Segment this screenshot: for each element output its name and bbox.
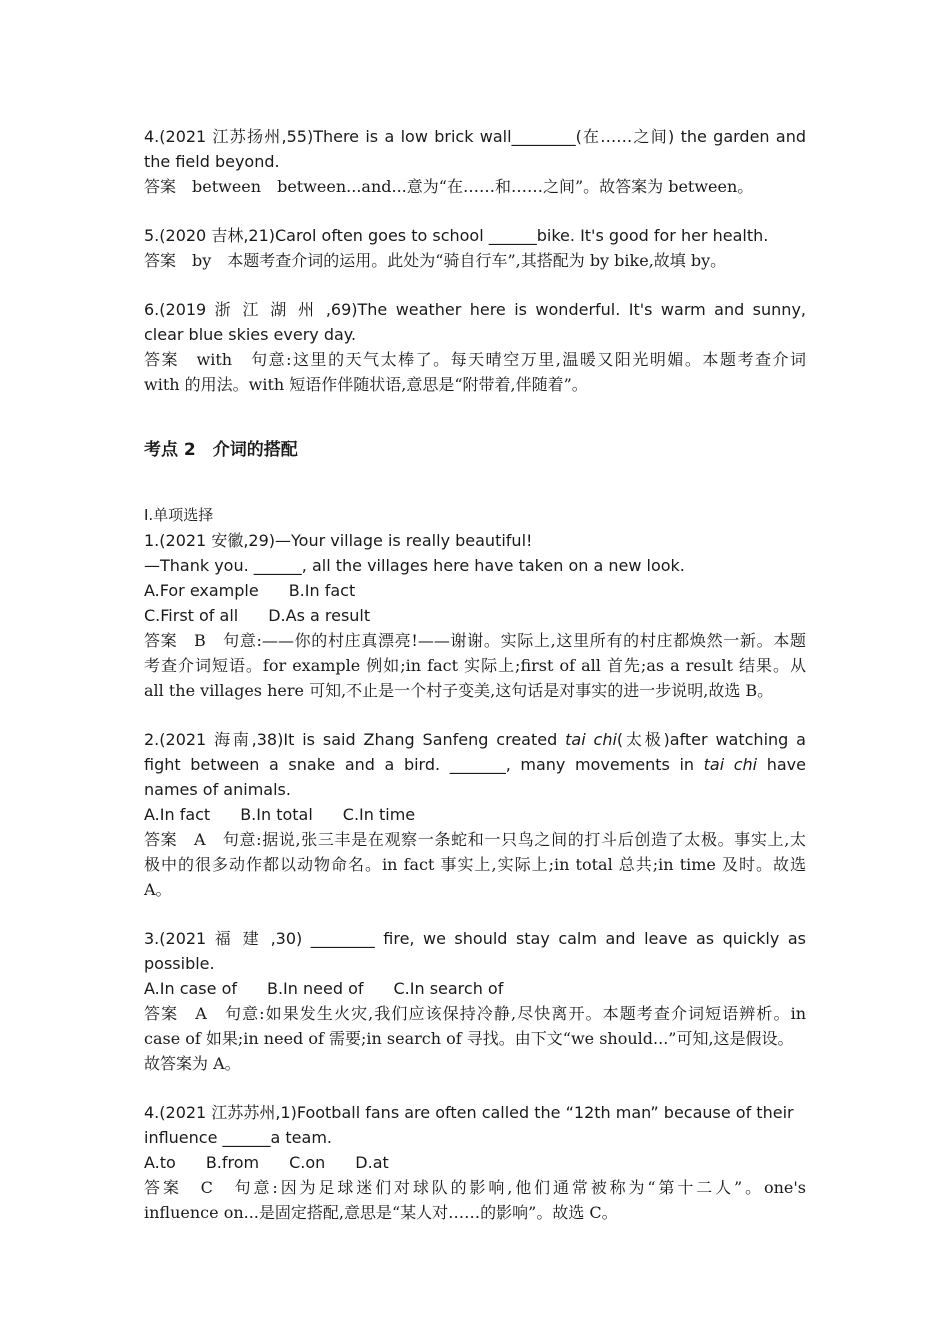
s2-question-4-options [144,1150,806,1175]
q2-italic-term: tai chi [565,730,617,749]
s2-question-2-line-2 [144,752,806,777]
s2-question-1-line-2: —Thank you. ______, all the villages here have taken on a new look. [144,556,685,575]
s2-question-3-line-2: possible. [144,954,215,973]
option-a: A.In fact [144,805,211,824]
option-b: B.In total [240,805,313,824]
option-c: C.First of all [144,606,239,625]
option-b: B.In fact [288,581,356,600]
s2-question-1-options-cd [144,603,806,628]
option-c: C.In time [342,805,416,824]
question-6-line-2: clear blue skies every day. [144,325,357,344]
question-4-answer: 答案 between between...and...意为“在……和……之间”。故答案为 between。 [144,177,754,196]
document-page [144,124,806,1225]
s2-question-4-line-1: 4.(2021 江苏苏州,1)Football fans are often called the “12th man” because of their [144,1103,794,1122]
option-b: B.from [205,1153,260,1172]
option-b: B.In need of [266,979,364,998]
s2-question-3-answer-3: 故答案为 A。 [144,1054,241,1073]
option-a: A.to [144,1153,176,1172]
question-4-line-2: the field beyond. [144,152,280,171]
question-5-answer: 答案 by 本题考查介词的运用。此处为“骑自行车”,其搭配为 by bike,故填 by。 [144,251,727,270]
s2-question-4-answer-2: influence on...是固定搭配,意思是“某人对……的影响”。故选 C。 [144,1203,618,1222]
section-heading: 考点 2 介词的搭配 [144,440,298,460]
s2-question-1-answer-1: 答案 B 句意:——你的村庄真漂亮!——谢谢。实际上,这里所有的村庄都焕然一新。本题 [144,631,806,650]
s2-question-3-options [144,976,806,1001]
q2-text-d: have [757,755,806,774]
s2-question-1-options-ab [144,578,806,603]
s2-question-2-answer-3: A。 [144,880,172,899]
question-4-line-1: 4.(2021 江苏扬州,55)There is a low brick wall________(在……之间) the garden and [144,127,806,146]
s2-question-1-line-1: 1.(2021 安徽,29)—Your village is really beautiful! [144,531,533,550]
question-6-answer-line-2: with 的用法。with 短语作伴随状语,意思是“附带着,伴随着”。 [144,375,588,394]
s2-question-1-answer-3: all the villages here 可知,不止是一个村子变美,这句话是对事实的进一步说明,故选 B。 [144,681,774,700]
q2-text-c: fight between a snake and a bird. _______, many movements in [144,755,704,774]
question-6-answer-line-1: 答案 with 句意:这里的天气太棒了。每天晴空万里,温暖又阳光明媚。本题考查介词 [144,350,806,369]
s2-question-2-line-1 [144,727,806,752]
s2-question-1-answer-2: 考查介词短语。for example 例如;in fact 实际上;first of all 首先;as a result 结果。从 [144,656,806,675]
s2-question-2-options [144,802,806,827]
s2-question-4-answer-1: 答案 C 句意:因为足球迷们对球队的影响,他们通常被称为“第十二人”。one's [144,1178,806,1197]
s2-question-2-answer-2: 极中的很多动作都以动物命名。in fact 事实上,实际上;in total 总共;in time 及时。故选 [144,855,806,874]
s2-question-3-line-1: 3.(2021 福 建 ,30) ________ fire, we should stay calm and leave as quickly as [144,929,806,948]
question-5-line-1: 5.(2020 吉林,21)Carol often goes to school ______bike. It's good for her health. [144,226,769,245]
option-d: D.As a result [268,606,371,625]
s2-question-3-answer-2: case of 如果;in need of 需要;in search of 寻找。由下文“we should...”可知,这是假设。 [144,1029,794,1048]
q2-text-a: 2.(2021 海南,38)It is said Zhang Sanfeng created [144,730,566,749]
s2-question-4-line-2: influence ______a team. [144,1128,332,1147]
q2-italic-term-2: tai chi [703,755,758,774]
option-c: C.In search of [393,979,504,998]
option-c: C.on [289,1153,326,1172]
s2-question-3-answer-1: 答案 A 句意:如果发生火灾,我们应该保持冷静,尽快离开。本题考查介词短语辨析。in [144,1004,806,1023]
s2-question-2-line-3: names of animals. [144,780,291,799]
question-6-line-1: 6.(2019 浙 江 湖 州 ,69)The weather here is wonderful. It's warm and sunny, [144,300,806,319]
option-a: A.For example [144,581,259,600]
s2-question-2-answer-1: 答案 A 句意:据说,张三丰是在观察一条蛇和一只鸟之间的打斗后创造了太极。事实上,太 [144,830,806,849]
option-d: D.at [355,1153,389,1172]
option-a: A.In case of [144,979,237,998]
section-title: Ⅰ.单项选择 [144,506,214,524]
q2-text-b: (太极)after watching a [616,730,806,749]
